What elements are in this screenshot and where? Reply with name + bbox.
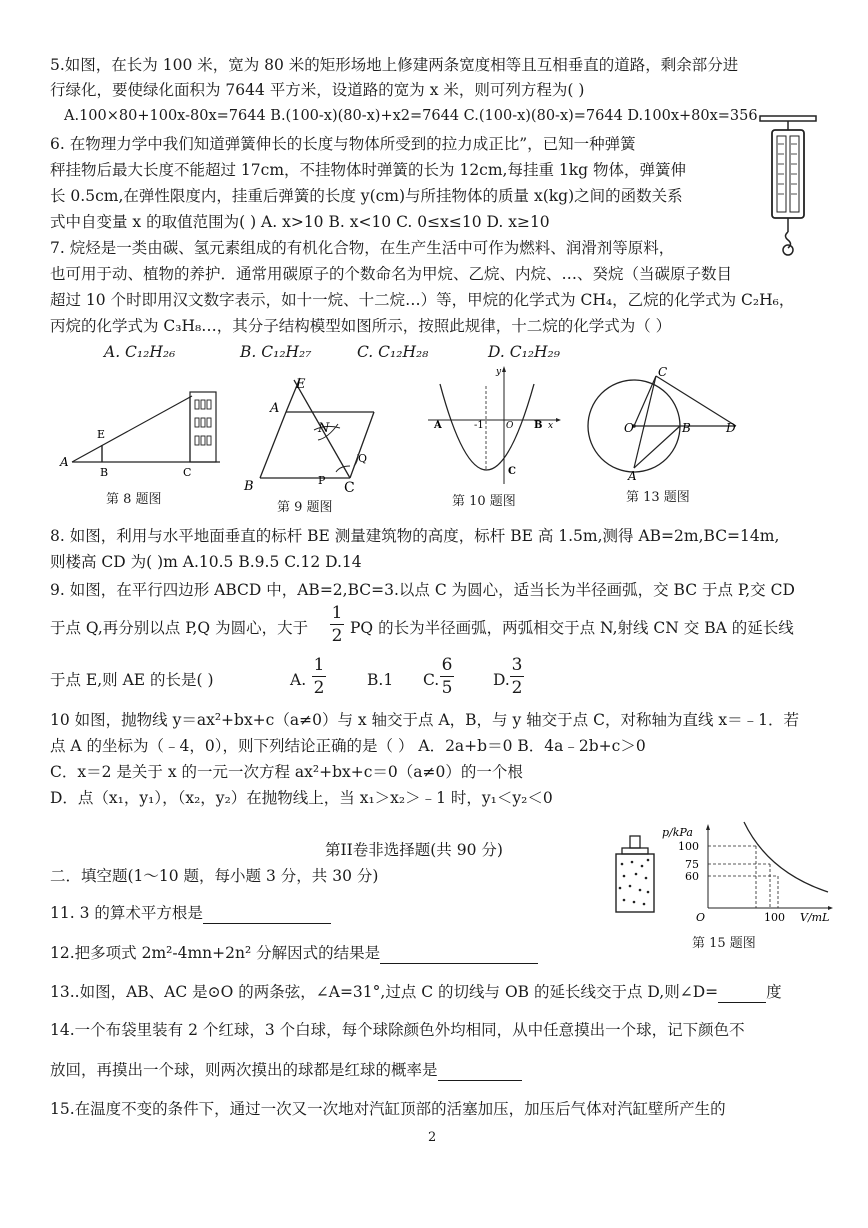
- fig9-label-q: Q: [358, 452, 368, 465]
- q7-option-d: D. C₁₂H₂₉: [488, 343, 560, 361]
- q14-text: 放回，再摸出一个球，则两次摸出的球都是红球的概率是: [50, 1061, 438, 1079]
- fig13-label-o: O: [624, 421, 634, 435]
- fig10-label-y: y: [496, 367, 502, 377]
- q13-line: [50, 982, 782, 1003]
- q5-line1: 5.如图，在长为 100 米，宽为 80 米的矩形场地上修建两条宽度相等且互相垂直的道路，剩余部分进: [50, 56, 739, 74]
- fig9-label-e: E: [296, 377, 306, 392]
- fig10-label-a: A: [434, 420, 442, 431]
- q5-options: A.100×80+100x-80x=7644 B.(100-x)(80-x)+x2=7644 C.(100-x)(80-x)=7644 D.100x+80x=356: [64, 108, 758, 124]
- fig15-y75: 75: [685, 858, 699, 871]
- q9-option-c-fraction: 6 5: [441, 655, 453, 698]
- fig10-label-o: O: [506, 421, 514, 431]
- fig9-label-a: A: [270, 401, 280, 416]
- q10-line4: D．点（x₁，y₁），（x₂，y₂）在抛物线上，当 x₁＞x₂＞﹣1 时，y₁＜y₂＜0: [50, 789, 553, 807]
- fig13-label-d: D: [726, 421, 736, 435]
- fig10-label-x: x: [548, 421, 554, 431]
- q6-line2: 秤挂物后最大长度不能超过 17cm，不挂物体时弹簧的长为 12cm,每挂重 1kg 物体，弹簧伸: [50, 161, 687, 179]
- q9-line1: 9. 如图，在平行四边形 ABCD 中，AB=2,BC=3.以点 C 为圆心，适当长为半径画弧，交 BC 于点 P,交 CD: [50, 581, 795, 599]
- q6-line1: 6. 在物理力学中我们知道弹簧伸长的长度与物体所受到的拉力成正比”，已知一种弹簧: [50, 135, 636, 153]
- page-number: 2: [428, 1130, 437, 1145]
- q9-line2a: 于点 Q,再分别以点 P,Q 为圆心，大于: [50, 619, 309, 637]
- q15-line1: 15.在温度不变的条件下，通过一次又一次地对汽缸顶部的活塞加压，加压后气体对汽缸壁所产生的: [50, 1100, 726, 1118]
- fig9-label-n: N: [318, 421, 330, 436]
- figure-8: [60, 380, 230, 480]
- fig15-origin: O: [696, 911, 706, 924]
- fig9-caption: 第 9 题图: [277, 500, 333, 515]
- q14-line1: 14.一个布袋里装有 2 个红球，3 个白球，每个球除颜色外均相同，从中任意摸出一个球，记下颜色不: [50, 1021, 745, 1039]
- fig13-label-a: A: [628, 469, 637, 483]
- q7-line2: 也可用于动、植物的养护．通常用碳原子的个数命名为甲烷、乙烷、内烷、…、癸烷（当碳原子数目: [50, 265, 733, 283]
- figure-10: [418, 366, 568, 486]
- figure-13: [586, 360, 746, 483]
- fig15-y100: 100: [678, 840, 699, 853]
- q12-answer-blank[interactable]: [380, 943, 538, 964]
- q9-half-fraction: 1 2: [331, 603, 343, 646]
- spring-scale-image: [758, 108, 818, 258]
- q7-line1: 7. 烷烃是一类由碳、氢元素组成的有机化合物，在生产生活中可作为燃料、润滑剂等原料，: [50, 239, 675, 257]
- q7-option-a: A. C₁₂H₂₆: [104, 343, 176, 361]
- q14-answer-blank[interactable]: [438, 1060, 522, 1081]
- fig15-y60: 60: [685, 870, 699, 883]
- q7-line3: 超过 10 个时即用汉文数字表示，如十一烷、十二烷…）等，甲烷的化学式为 CH₄，乙烷的化学式为 C₂H₆，: [50, 291, 795, 309]
- fig8-label-a: A: [60, 455, 69, 469]
- fig10-label-c: C: [508, 466, 516, 477]
- fig15-xlabel: V/mL: [800, 911, 830, 924]
- fig10-label-b: B: [534, 420, 543, 431]
- section2-title: 第II卷非选择题(共 90 分): [325, 841, 503, 859]
- q7-option-c: C. C₁₂H₂₈: [357, 343, 429, 361]
- q11-text: 11. 3 的算术平方根是: [50, 904, 203, 922]
- fig8-label-b: B: [100, 466, 109, 479]
- fig13-label-b: B: [682, 421, 691, 435]
- fig10-caption: 第 10 题图: [452, 494, 516, 509]
- q14-line2: [50, 1060, 522, 1081]
- q12-text: 12.把多项式 2m²-4mn+2n² 分解因式的结果是: [50, 944, 381, 962]
- q9-option-b: B.1: [367, 671, 394, 689]
- q6-line3: 长 0.5cm,在弹性限度内，挂重后弹簧的长度 y(cm)与所挂物体的质量 x(kg)之间的函数关系: [50, 187, 683, 205]
- fig8-label-e: E: [97, 428, 106, 441]
- q9-option-d-fraction: 3 2: [511, 655, 523, 698]
- figure-15-graph: [658, 822, 838, 926]
- q9-option-a-label: A.: [290, 671, 307, 689]
- figure-15-cylinder: [610, 836, 660, 916]
- q13-answer-blank[interactable]: [718, 982, 766, 1003]
- q5-line2: 行绿化，要使绿化面积为 7644 平方米，设道路的宽为 x 米，则可列方程为( ): [50, 81, 585, 99]
- figure-9: [238, 368, 378, 496]
- fig10-label-minus1: -1: [474, 420, 484, 431]
- q8-line1: 8. 如图，利用与水平地面垂直的标杆 BE 测量建筑物的高度，标杆 BE 高 1.5m,测得 AB=2m,BC=14m,: [50, 527, 780, 545]
- fig15-caption: 第 15 题图: [692, 936, 756, 951]
- q7-option-b: B. C₁₂H₂₇: [240, 343, 312, 361]
- q13-text: 13..如图，AB、AC 是⊙O 的两条弦，∠A=31°,过点 C 的切线与 OB 的延长线交于点 D,则∠D=: [50, 983, 719, 1001]
- fig9-label-p: P: [318, 474, 326, 487]
- q10-line2: 点 A 的坐标为（﹣4，0），则下列结论正确的是（ ） A．2a+b＝0 B．4a﹣2b+c＞0: [50, 737, 646, 755]
- q7-line4: 丙烷的化学式为 C₃H₈…，其分子结构模型如图所示，按照此规律，十二烷的化学式为（ ）: [50, 317, 672, 335]
- fig13-caption: 第 13 题图: [626, 490, 690, 505]
- fig8-label-c: C: [183, 466, 192, 479]
- q9-option-d-label: D.: [493, 671, 510, 689]
- q10-line1: 10 如图，抛物线 y＝ax²+bx+c（a≠0）与 x 轴交于点 A，B，与 y 轴交于点 C，对称轴为直线 x＝﹣1．若: [50, 711, 799, 729]
- fig15-ylabel: p/kPa: [662, 826, 693, 839]
- q9-option-c-label: C.: [423, 671, 440, 689]
- fig9-label-c: C: [344, 480, 355, 496]
- q11-answer-blank[interactable]: [203, 903, 331, 924]
- q9-line2b: PQ 的长为半径画弧，两弧相交于点 N,射线 CN 交 BA 的延长线: [350, 619, 794, 637]
- q11-line: [50, 903, 331, 924]
- fig15-x100: 100: [764, 911, 785, 924]
- q9-option-a-fraction: 1 2: [313, 655, 325, 698]
- q13-unit: 度: [766, 983, 782, 1001]
- fig9-label-b: B: [244, 479, 254, 494]
- q8-line2: 则楼高 CD 为( )m A.10.5 B.9.5 C.12 D.14: [50, 553, 362, 571]
- fig13-label-c: C: [658, 365, 668, 379]
- q6-line4: 式中自变量 x 的取值范围为( ) A. x>10 B. x<10 C. 0≤x≤10 D. x≥10: [50, 213, 550, 231]
- q9-line3a: 于点 E,则 AE 的长是( ): [50, 671, 214, 689]
- q12-line: [50, 943, 538, 964]
- section2-heading: 二．填空题(1～10 题，每小题 3 分，共 30 分): [50, 867, 379, 885]
- q10-line3: C．x＝2 是关于 x 的一元一次方程 ax²+bx+c＝0（a≠0）的一个根: [50, 763, 523, 781]
- fig8-caption: 第 8 题图: [106, 492, 162, 507]
